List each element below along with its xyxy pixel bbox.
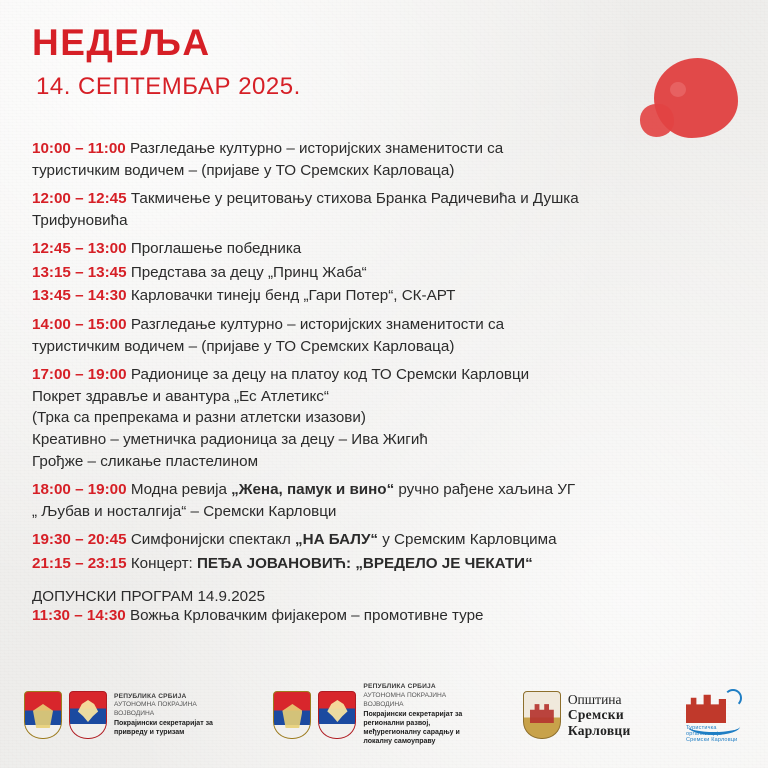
schedule-desc-highlight: „Жена, памук и вино“ [231,481,395,499]
logo-secretariat-economy [24,691,222,739]
logo3-line1: Општина [567,692,622,708]
schedule-item-2 [32,188,738,231]
schedule-item-7 [32,364,738,472]
logo1-line2: АУТОНОМНА ПОКРАЈИНА ВОЈВОДИНА [114,701,197,718]
karlovci-crest-icon [523,691,561,739]
schedule-time: 13:45 – 14:30 [32,287,127,305]
schedule-desc: Радионице за децу на платоу код ТО Сремски Карловци [130,366,530,384]
schedule-time: 10:00 – 11:00 [32,140,126,157]
logo-municipality [523,691,631,739]
schedule-desc-cont: туристичким водичем – (пријаве у ТО Сремских Карловаца) [32,337,455,355]
logo-text-economy [114,693,222,738]
schedule-item-1 [32,138,738,181]
schedule-time: 12:45 – 13:00 [32,240,127,258]
logo3-line2: Сремски [567,707,624,723]
schedule-desc-post: у Сремским Карловцима [378,531,557,549]
tourism-logo-caption: Туристичка организација Сремски Карловци [686,725,738,743]
schedule-desc-pre: Симфонијски спектакл [130,531,296,549]
schedule-desc-highlight: „НА БАЛУ“ [295,531,378,549]
schedule-desc-pre: Концерт: [130,554,197,572]
schedule-desc: Проглашење победника [130,240,302,258]
schedule-time: 12:00 – 12:45 [32,190,127,208]
logo-secretariat-regional [273,683,471,746]
schedule-desc: Разгледање културно – историјских знаменитости са [130,316,505,334]
tourism-logo-icon [682,687,744,743]
schedule-desc-cont-3: Креативно – уметничка радионица за децу – Ива Жигић [32,430,428,448]
schedule-desc-pre: Модна ревија [130,481,232,499]
schedule-list [32,138,738,629]
schedule-desc-cont-4: Грођже – сликање пластелином [32,452,259,470]
schedule-item-5 [32,285,738,307]
schedule-desc: Такмичење у рецитовању стихова Бранка Радичевића и Душка [130,190,579,208]
extra-program-desc: Вожња Крловачким фијакером – промотивне туре [129,607,484,625]
page-date: 14. СЕПТЕМБАР 2025. [36,72,301,100]
schedule-item-4 [32,262,738,284]
logo-text-regional [363,683,471,746]
logo2-line3: Покрајински секретаријат за регионални развој, међурегионалну сарадњу и локалну самоуправу [363,710,463,746]
schedule-time: 17:00 – 19:00 [32,366,127,384]
blob-tiny-icon [670,82,686,97]
schedule-time: 18:00 – 19:00 [32,481,127,499]
schedule-desc: Карловачки тинејџ бенд „Гари Потер“, СК-АРТ [130,287,456,305]
schedule-desc-cont: Покрет здравље и авантура „Ес Атлетикс“ [32,387,329,405]
poster-header [32,24,301,101]
page-title: НЕДЕЉА [32,22,211,63]
extra-program-time: 11:30 – 14:30 [32,607,126,625]
logo2-line2: АУТОНОМНА ПОКРАЈИНА ВОЈВОДИНА [363,692,447,708]
municipality-text [568,692,631,737]
schedule-item-6 [32,314,738,357]
logo-tourism-organization [682,687,744,743]
schedule-item-8 [32,479,738,522]
schedule-item-9 [32,529,738,551]
logo1-line3: Покрајински секретаријат за привреду и туризам [114,719,213,737]
schedule-desc-cont-2: (Трка са препрекама и разни атлетски изазови) [32,409,366,427]
logo1-line1: РЕПУБЛИКА СРБИЈА [114,692,187,700]
schedule-desc-highlight: ПЕЂА ЈОВАНОВИЋ: „ВРЕДЕЛО ЈЕ ЧЕКАТИ“ [196,554,533,572]
serbia-crest-icon [318,691,356,739]
logo2-line1: РЕПУБЛИКА СРБИЈА [363,683,436,691]
schedule-desc-cont: „ Љубав и носталгија“ – Сремски Карловци [32,502,337,520]
schedule-time: 21:15 – 23:15 [32,554,127,572]
vojvodina-crest-icon [24,691,62,739]
serbia-crest-icon [69,691,107,739]
blob-small-icon [640,104,674,137]
logo3-line3: Карловци [567,722,631,738]
footer-logos [0,678,768,752]
schedule-time: 13:15 – 13:45 [32,263,127,281]
schedule-item-10 [32,553,738,575]
vojvodina-crest-icon [273,691,311,739]
schedule-time: 19:30 – 20:45 [32,531,127,549]
schedule-desc-cont: туристичким водичем – (пријаве у ТО Сремских Карловаца) [32,161,455,179]
schedule-desc-cont: Трифуновића [32,211,128,229]
extra-program-heading: ДОПУНСКИ ПРОГРАМ 14.9.2025 [32,588,266,606]
schedule-item-3 [32,238,738,260]
schedule-desc: Разгледање културно – историјских знаменитости са [129,140,504,157]
schedule-time: 14:00 – 15:00 [32,316,127,334]
extra-program-item [32,605,738,627]
schedule-desc-post: ручно рађене хаљина УГ [394,481,576,499]
schedule-desc: Представа за децу „Принц Жаба“ [130,263,367,281]
